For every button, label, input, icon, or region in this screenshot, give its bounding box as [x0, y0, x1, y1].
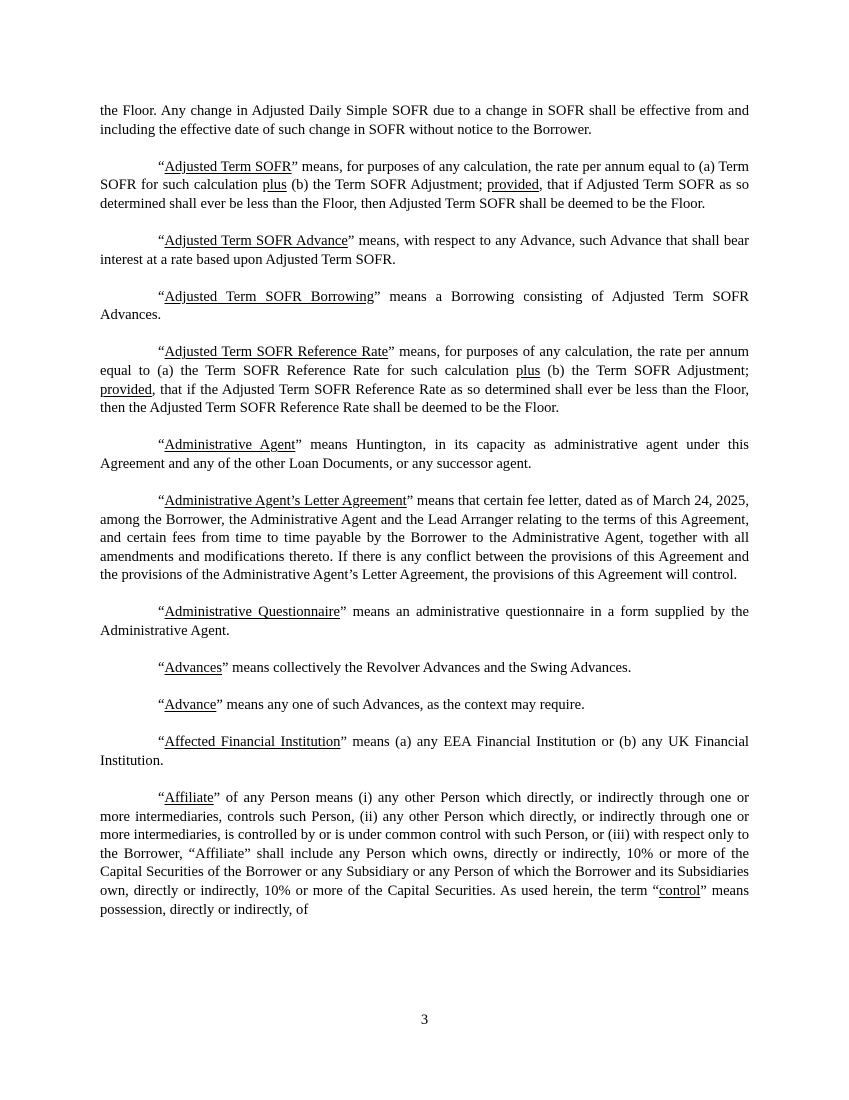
paragraph-text: “ [158, 437, 165, 454]
paragraph-text: , that if the Adjusted Term SOFR Reference Rate as so determined shall ever be less than the Floor, then the Adjusted Term SOFR Reference Rate shall be deemed to be the Floor. [100, 381, 749, 417]
paragraph-text: ” means, with respect to any Advance, such Advance that shall bear interest at a rate based upon Adjusted Term SOFR. [100, 232, 749, 268]
defined-term: provided [487, 177, 539, 194]
defined-term: plus [515, 362, 541, 379]
defined-term: Administrative Questionnaire [164, 604, 341, 621]
defined-term: provided [100, 381, 152, 398]
document-body [100, 102, 749, 938]
defined-term: plus [262, 177, 287, 194]
defined-term: Advances [164, 660, 223, 677]
paragraph-text: (b) the Term SOFR Adjustment; [540, 362, 749, 379]
paragraph-adjusted-term-sofr-borrowing [100, 288, 749, 325]
paragraph-text: “ [158, 697, 165, 714]
paragraph-text: “ [158, 288, 165, 305]
defined-term: Adjusted Term SOFR Reference Rate [164, 344, 389, 361]
paragraph-administrative-agent [100, 436, 749, 473]
paragraph-advances [100, 659, 749, 678]
paragraph-text: “ [158, 232, 165, 249]
defined-term: control [658, 882, 701, 899]
defined-term: Adjusted Term SOFR [164, 158, 292, 175]
paragraph-adjusted-term-sofr-advance [100, 232, 749, 269]
paragraph-text: ” means any one of such Advances, as the context may require. [216, 697, 585, 714]
paragraph-text: “ [158, 158, 165, 175]
paragraph-text: the Floor. Any change in Adjusted Daily Simple SOFR due to a change in SOFR shall be effective from and including the effective date of such change in SOFR without notice to the Borrower. [100, 103, 749, 138]
paragraph-text: “ [158, 789, 165, 806]
paragraph-administrative-questionnaire [100, 603, 749, 640]
paragraph-text: ” means a Borrowing consisting of Adjusted Term SOFR Advances. [100, 288, 749, 324]
defined-term: Adjusted Term SOFR Advance [164, 232, 348, 249]
paragraph-text: ” means Huntington, in its capacity as administrative agent under this Agreement and any of the other Loan Documents, or any successor agent. [100, 437, 749, 472]
paragraph-text: ” means an administrative questionnaire in a form supplied by the Administrative Agent. [100, 604, 750, 639]
page-number: 3 [420, 1012, 429, 1028]
defined-term: Affiliate [164, 789, 214, 806]
paragraph-text: ” means collectively the Revolver Advances and the Swing Advances. [222, 660, 632, 677]
paragraph-text: (b) the Term SOFR Adjustment; [286, 177, 488, 194]
paragraph-text: “ [158, 492, 165, 509]
paragraph-text: “ [158, 734, 165, 751]
paragraph-advance [100, 696, 749, 715]
defined-term: Adjusted Term SOFR Borrowing [164, 288, 375, 305]
paragraph-affiliate [100, 789, 749, 919]
paragraph-text: , that if Adjusted Term SOFR as so determined shall ever be less than the Floor, then Adjusted Term SOFR shall be deemed to be the Floor. [100, 177, 749, 212]
defined-term: Administrative Agent [164, 437, 296, 454]
paragraph-text: ” means (a) any EEA Financial Institution or (b) any UK Financial Institution. [100, 734, 749, 769]
defined-term: Affected Financial Institution [164, 734, 341, 751]
paragraph-affected-financial-institution [100, 733, 749, 770]
paragraph-text: ” of any Person means (i) any other Person which directly, or indirectly through one or more intermediaries, controls such Person, (ii) any other Person which directly, or indirectly through one or more intermediaries, is controlled by or is under common control with such Person, or (iii) with respect only to the Borrower, “Affiliate” shall include any Person which owns, directly or indirectly, 10% or more of the Capital Securities of the Borrower or any Subsidiary or any Person of which the Borrower and its Subsidiaries own, directly or indirectly, 10% or more of the Capital Securities. As used herein, the term “ [100, 789, 749, 899]
defined-term: Administrative Agent’s Letter Agreement [164, 492, 407, 509]
paragraph-text: “ [158, 604, 165, 621]
paragraph-text: ” means possession, directly or indirectly, of [100, 882, 749, 918]
defined-term: Advance [164, 697, 217, 714]
paragraph-text: ” means, for purposes of any calculation, the rate per annum equal to (a) Term SOFR for such calculation [100, 158, 749, 194]
paragraph-text: “ [158, 660, 165, 677]
paragraph-floor-continuation [100, 102, 749, 139]
paragraph-administrative-agents-letter-agreement [100, 492, 749, 585]
paragraph-text: ” means, for purposes of any calculation, the rate per annum equal to (a) the Term SOFR Reference Rate for such calculation [100, 344, 749, 379]
paragraph-adjusted-term-sofr [100, 158, 749, 214]
paragraph-text: “ [158, 344, 165, 361]
paragraph-adjusted-term-sofr-reference-rate [100, 343, 749, 417]
paragraph-text: ” means that certain fee letter, dated as of March 24, 2025, among the Borrower, the Administrative Agent and the Lead Arranger relating to the terms of this Agreement, and certain fees from time to time payable by the Borrower to the Administrative Agent, together with all amendments and modifications thereto. If there is any conflict between the provisions of this Agreement and the provisions of the Administrative Agent’s Letter Agreement, the provisions of this Agreement will control. [100, 492, 749, 584]
